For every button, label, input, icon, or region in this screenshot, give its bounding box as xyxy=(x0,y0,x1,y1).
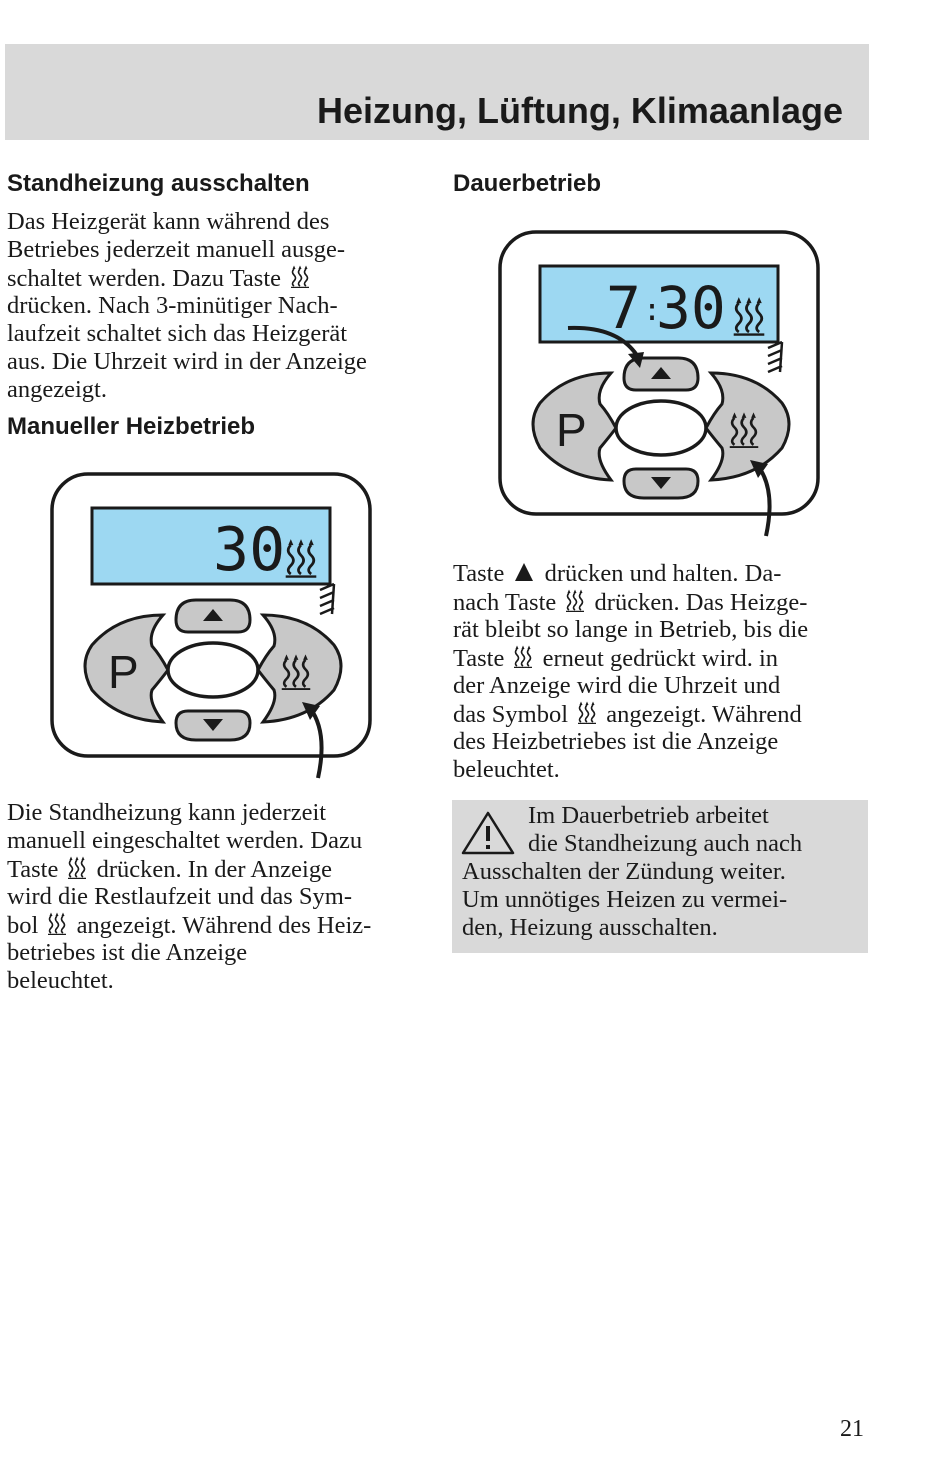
up-triangle-icon xyxy=(513,561,535,583)
display-remaining-time: 30 xyxy=(213,515,286,585)
text-line xyxy=(453,560,781,588)
page-number: 21 xyxy=(840,1416,864,1442)
text-fragment: angezeigt. Während des Heiz- xyxy=(76,912,372,939)
text-line: manuell eingeschaltet werden. Dazu xyxy=(7,827,363,854)
text-line xyxy=(453,644,778,673)
warning-triangle-icon xyxy=(460,810,516,856)
center-button[interactable] xyxy=(616,401,706,455)
page-title: Heizung, Lüftung, Klimaanlage xyxy=(316,90,843,131)
heat-icon xyxy=(565,588,585,612)
text-fragment: drücken. Das Heizge- xyxy=(594,589,808,616)
warning-line: die Standheizung auch nach xyxy=(528,830,803,857)
text-fragment: erneut gedrückt wird. in xyxy=(542,645,779,672)
text-line: beleuchtet. xyxy=(7,967,114,994)
heading-manueller-heizbetrieb: Manueller Heizbetrieb xyxy=(7,413,256,440)
text-line xyxy=(453,588,807,617)
heat-icon xyxy=(577,700,597,724)
warning-line: den, Heizung ausschalten. xyxy=(462,914,718,941)
p-button-label: P xyxy=(108,646,139,698)
text-line: der Anzeige wird die Uhrzeit und xyxy=(453,672,781,699)
text-line: drücken. Nach 3-minütiger Nach- xyxy=(7,292,338,319)
heat-icon xyxy=(513,644,533,668)
heat-icon xyxy=(290,264,310,288)
center-button[interactable] xyxy=(168,643,258,697)
text-fragment: drücken. In der Anzeige xyxy=(96,856,332,883)
text-fragment: nach Taste xyxy=(453,589,557,616)
text-line: Die Standheizung kann jederzeit xyxy=(7,799,327,826)
text-fragment: Taste xyxy=(453,560,505,587)
text-line: angezeigt. xyxy=(7,376,107,403)
text-line: Betriebes jederzeit manuell ausge- xyxy=(7,236,346,263)
header-bar xyxy=(5,44,869,140)
text-line: rät bleibt so lange in Betrieb, bis die xyxy=(453,616,809,643)
text-fragment: bol xyxy=(7,912,39,939)
text-line xyxy=(7,264,313,293)
heat-icon xyxy=(47,911,67,935)
control-panel-diagram-continuous xyxy=(496,228,826,543)
warning-line: Ausschalten der Zündung weiter. xyxy=(462,858,786,885)
text-fragment: drücken und halten. Da- xyxy=(544,560,782,587)
text-line: beleuchtet. xyxy=(453,756,560,783)
heading-standheizung-ausschalten: Standheizung ausschalten xyxy=(7,170,310,197)
text-fragment: Taste xyxy=(453,645,505,672)
text-line xyxy=(7,911,371,940)
display-minutes: 30 xyxy=(656,274,726,342)
text-line xyxy=(453,700,802,729)
text-fragment: angezeigt. Während xyxy=(606,701,802,728)
control-panel-diagram-manual xyxy=(48,470,378,785)
text-line: betriebes ist die Anzeige xyxy=(7,939,248,966)
text-line xyxy=(7,855,332,884)
text-line: des Heizbetriebes ist die Anzeige xyxy=(453,728,779,755)
heading-dauerbetrieb: Dauerbetrieb xyxy=(453,170,602,197)
warning-line: Um unnötiges Heizen zu vermei- xyxy=(462,886,788,913)
text-fragment: das Symbol xyxy=(453,701,569,728)
p-button-label: P xyxy=(556,404,587,456)
text-fragment: Taste xyxy=(7,856,59,883)
display-colon: : xyxy=(643,293,662,328)
warning-line: Im Dauerbetrieb arbeitet xyxy=(528,802,769,829)
warning-box xyxy=(452,800,868,953)
lcd-display xyxy=(92,508,330,584)
heat-icon xyxy=(67,855,87,879)
text-line: aus. Die Uhrzeit wird in der Anzeige xyxy=(7,348,367,375)
text-fragment: schaltet werden. Dazu Taste xyxy=(7,265,282,292)
text-line: laufzeit schaltet sich das Heizgerät xyxy=(7,320,348,347)
text-line: wird die Restlaufzeit und das Sym- xyxy=(7,883,352,910)
display-hours: 7 xyxy=(606,274,641,342)
text-line: Das Heizgerät kann während des xyxy=(7,208,330,235)
